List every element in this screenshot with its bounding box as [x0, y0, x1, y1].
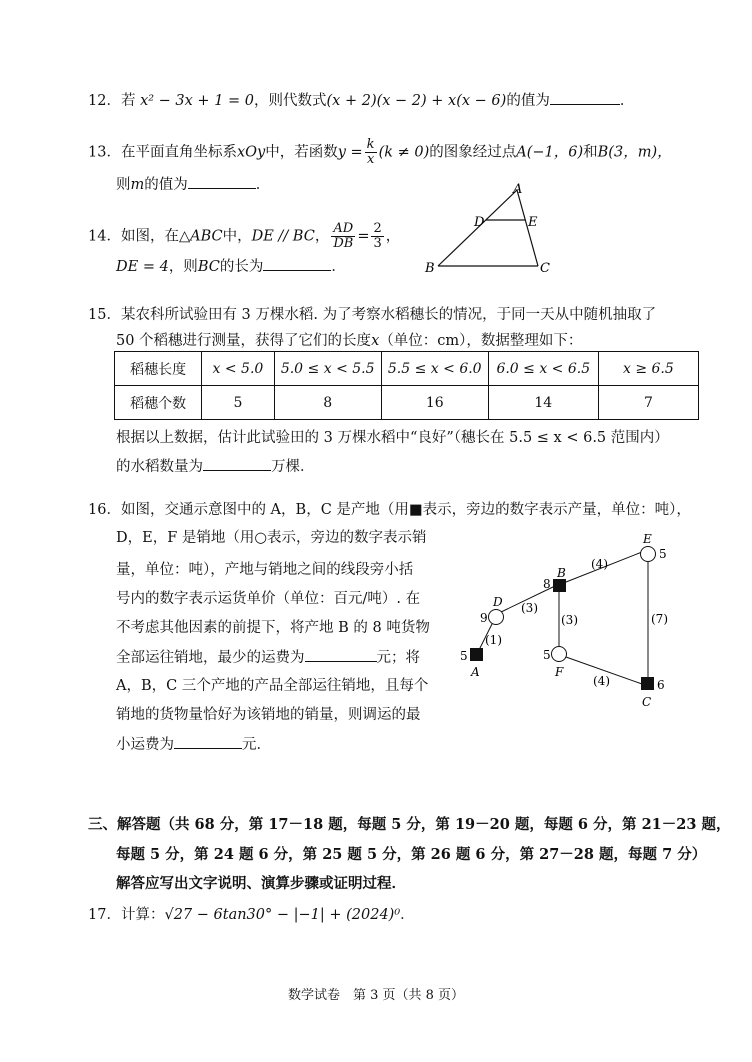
label-c: C [540, 261, 550, 276]
section-heading: 每题 5 分，第 24 题 6 分，第 25 题 5 分，第 26 题 6 分，第 27－28 题，每题 7 分） [116, 846, 707, 863]
table-cell: 7 [598, 386, 698, 420]
question-13-line2 [116, 174, 270, 195]
fraction-denominator: x [366, 152, 375, 167]
question-text: ． [331, 259, 346, 275]
variable-x: x [371, 333, 380, 349]
triangle-figure [420, 180, 570, 280]
question-number: 16． [88, 502, 121, 518]
producer-a-marker [470, 648, 483, 661]
question-text: 和 [583, 144, 598, 161]
point-a: A(−1，6) [516, 144, 584, 161]
label-b: B [425, 261, 435, 276]
question-text: 小运费为 [116, 737, 174, 753]
page-footer: 数学试卷 第 3 页（共 8 页） [287, 988, 465, 1003]
question-text: 量，单位：吨），产地与销地之间的线段旁小括 [116, 562, 414, 578]
answer-blank[interactable] [174, 734, 242, 749]
label-a: A [471, 665, 480, 679]
answer-blank[interactable] [550, 90, 620, 105]
parallel-condition: DE // BC [251, 228, 315, 245]
question-text: 元；将 [376, 650, 420, 666]
question-text: 若 [120, 93, 136, 109]
question-text: 的值为 [144, 177, 188, 193]
question-text: 的水稻数量为 [116, 459, 203, 475]
question-text: 则 [116, 177, 131, 193]
table-cell: x ≥ 6.5 [598, 352, 698, 386]
question-text: 50 个稻穗进行测量，获得了它们的长度 [116, 333, 372, 349]
question-15-line1 [88, 305, 656, 325]
table-cell: 5.0 ≤ x < 5.5 [274, 352, 381, 386]
triangle-name: ABC [190, 228, 223, 245]
fraction-denominator: 3 [373, 236, 382, 251]
question-16-line2 [116, 528, 427, 548]
answer-blank[interactable] [203, 456, 271, 471]
answer-blank[interactable] [188, 174, 256, 189]
question-text: （单位： [379, 333, 438, 349]
table-cell: 5.5 ≤ x < 6.0 [381, 352, 488, 386]
question-text: ． [255, 177, 271, 193]
question-14-line2 [116, 256, 346, 277]
section-instructions: 解答应写出文字说明、演算步骤或证明过程． [116, 875, 406, 892]
cost-f-c: (4) [593, 674, 610, 688]
question-text: 在平面直角坐标系 [120, 144, 237, 161]
table-cell: x < 5.0 [202, 352, 274, 386]
cost-b-f: (3) [561, 613, 578, 627]
question-15-line2 [116, 331, 582, 351]
question-text: 中， [222, 228, 252, 245]
variable-m: m [130, 177, 145, 193]
question-text: 销地的货物量恰好为该销地的销量，则调运的最 [116, 707, 421, 723]
table-cell: 16 [381, 386, 488, 420]
question-text: D，E，F 是销地（用○表示，旁边的数字表示销 [116, 530, 427, 546]
question-number: 12． [88, 93, 121, 109]
question-text: A，B，C 三个产地的产品全部运往销地，且每个 [116, 678, 429, 694]
table-header-row [115, 352, 699, 386]
question-text: 不考虑其他因素的前提下，将产地 B 的 8 吨货物 [116, 620, 430, 636]
expression: √27 − 6tan30° − |−1| + (2024)⁰ [164, 907, 401, 923]
table-cell: 14 [488, 386, 598, 420]
question-16-line9 [116, 734, 271, 755]
label-e: E [528, 215, 538, 230]
cost-a-d: (1) [485, 633, 502, 647]
market-e-marker [641, 547, 656, 562]
unit: cm [437, 333, 460, 349]
question-16-line5 [116, 618, 430, 638]
coordinate-system: xOy [236, 144, 266, 161]
question-text: 全部运往销地，最少的运费为 [116, 650, 305, 666]
label-c: C [642, 695, 652, 709]
table-cell: 6.0 ≤ x < 6.5 [488, 352, 598, 386]
question-15-line4 [116, 456, 315, 477]
value-d: 9 [480, 611, 488, 625]
section-3-heading [88, 815, 731, 835]
question-text: ， [314, 228, 330, 245]
cost-d-b: (3) [521, 601, 538, 615]
expression: (x + 2)(x − 2) + x(x − 6) [326, 93, 507, 109]
cost-b-e: (4) [591, 557, 608, 571]
market-f-marker [552, 647, 567, 662]
question-text: 的长为 [219, 259, 264, 275]
label-e: E [643, 532, 652, 546]
value-fraction [371, 222, 383, 251]
section-3-line2 [116, 845, 706, 865]
question-text: 如图，交通示意图中的 A，B，C 是产地（用■表示，旁边的数字表示产量，单位：吨）， [120, 502, 691, 518]
question-text: ，则代数式 [254, 93, 327, 109]
fraction-numerator: k [366, 137, 375, 152]
question-17 [88, 905, 415, 925]
segment-bc: BC [197, 259, 220, 275]
label-d: D [493, 595, 503, 609]
question-text: 如图，在△ [120, 228, 191, 245]
question-15-line3 [116, 428, 669, 448]
rice-length-table [114, 351, 699, 420]
given-length: DE = 4 [116, 259, 169, 275]
question-number: 13． [88, 144, 121, 161]
table-row [115, 386, 699, 420]
label-d: D [474, 215, 485, 230]
equals-sign: = [357, 228, 370, 245]
question-text: ． [619, 93, 635, 109]
value-a: 5 [460, 649, 468, 663]
question-number: 15． [88, 307, 121, 323]
value-f: 5 [543, 648, 551, 662]
section-heading: 三、解答题（共 68 分，第 17－18 题，每题 5 分，第 19－20 题，每题 6 分，第 21－23 题， [88, 816, 731, 833]
table-cell: 8 [274, 386, 381, 420]
question-16-line3 [116, 560, 413, 580]
question-text: 的值为 [506, 93, 550, 109]
answer-blank[interactable] [305, 647, 377, 662]
question-16-line4 [116, 589, 420, 609]
answer-blank[interactable] [263, 256, 331, 271]
question-number: 14． [88, 228, 121, 245]
label-a: A [513, 182, 523, 197]
question-16-line6 [116, 647, 420, 668]
value-b: 8 [543, 577, 551, 591]
question-number: 17． [88, 907, 121, 923]
cost-e-c: (7) [651, 612, 668, 626]
value-e: 5 [659, 547, 667, 561]
value-c: 6 [657, 678, 665, 692]
label-f: F [555, 665, 564, 679]
producer-b-marker [553, 579, 566, 592]
question-14 [88, 222, 400, 251]
question-16-line1 [88, 500, 691, 520]
point-b: B(3，m)， [597, 144, 672, 161]
equation: x² − 3x + 1 = 0 [140, 93, 255, 109]
question-16-line7 [116, 676, 428, 696]
market-d-marker [489, 610, 504, 625]
question-text: ， [385, 228, 401, 245]
table-cell: 5 [202, 386, 274, 420]
question-text: 的图象经过点 [429, 144, 517, 161]
question-text: 某农科所试验田有 3 万棵水稻. 为了考察水稻穗长的情况，于同一天从中随机抽取了 [120, 307, 657, 323]
question-text: 计算： [120, 907, 165, 923]
question-16-line8 [116, 705, 421, 725]
question-text: ），数据整理如下： [459, 333, 583, 349]
ratio-fraction [331, 222, 355, 251]
question-text: ． [400, 907, 415, 923]
question-text: 根据以上数据，估计此试验田的 3 万棵水稻中“良好”（穗长在 5.5 ≤ x < 6.5 范围内） [116, 430, 669, 446]
transport-diagram [455, 530, 700, 715]
fraction-numerator: 2 [373, 221, 382, 236]
function-lhs: y = [337, 144, 363, 161]
section-3-line3 [116, 874, 406, 894]
fraction [365, 138, 377, 167]
question-text: ，则 [168, 259, 198, 275]
fraction-denominator: DB [333, 236, 354, 251]
producer-c-marker [641, 677, 654, 690]
question-text: 号内的数字表示运货单价（单位：百元/吨）. 在 [116, 591, 421, 607]
condition: (k ≠ 0) [378, 144, 430, 161]
label-b: B [557, 566, 566, 580]
table-cell: 稻穗个数 [115, 386, 202, 420]
question-12 [88, 90, 634, 111]
question-text: 万棵． [271, 459, 315, 475]
fraction-numerator: AD [331, 222, 355, 237]
question-13 [88, 138, 672, 167]
table-cell: 稻穗长度 [115, 352, 202, 386]
question-text: 中，若函数 [265, 144, 338, 161]
question-text: 元． [242, 737, 271, 753]
